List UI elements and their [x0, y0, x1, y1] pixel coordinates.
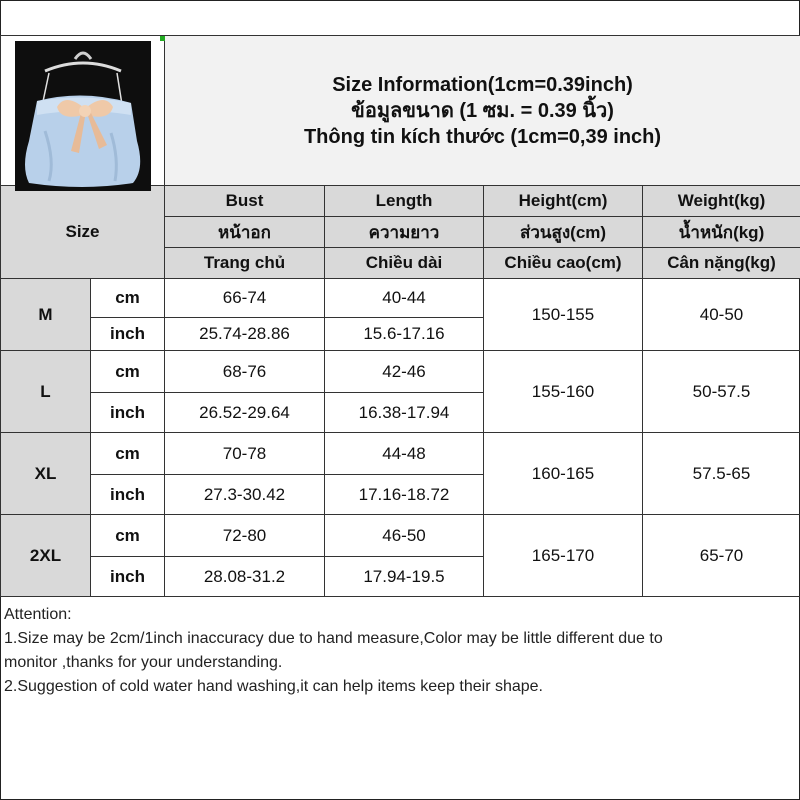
notes-line-3: 2.Suggestion of cold water hand washing,it can help items keep their shape.: [4, 678, 543, 695]
bust-inch-value: 28.08-31.2: [165, 557, 325, 597]
length-header-th: ความยาว: [325, 217, 484, 248]
length-inch-value: 16.38-17.94: [325, 393, 484, 433]
length-header-en: Length: [325, 186, 484, 217]
height-header-en: Height(cm): [484, 186, 643, 217]
length-inch-value: 17.16-18.72: [325, 475, 484, 515]
bust-header-vi: Trang chủ: [165, 248, 325, 279]
info-line-th: ข้อมูลขนาด (1 ซม. = 0.39 นิ้ว): [351, 99, 614, 122]
bust-cm-value: 68-76: [165, 351, 325, 393]
unit-inch: inch: [91, 393, 165, 433]
unit-inch: inch: [91, 475, 165, 515]
weight-value: 65-70: [643, 515, 800, 597]
bust-cm-value: 66-74: [165, 279, 325, 318]
height-value: 165-170: [484, 515, 643, 597]
blouse-photo-icon: [15, 41, 151, 191]
bust-inch-value: 27.3-30.42: [165, 475, 325, 515]
corner-marker: [160, 36, 165, 41]
size-label-l: L: [1, 351, 91, 433]
bust-inch-value: 26.52-29.64: [165, 393, 325, 433]
height-value: 150-155: [484, 279, 643, 351]
length-cm-value: 44-48: [325, 433, 484, 475]
weight-header-vi: Cân nặng(kg): [643, 248, 800, 279]
unit-cm: cm: [91, 279, 165, 318]
bust-inch-value: 25.74-28.86: [165, 318, 325, 351]
weight-header-en: Weight(kg): [643, 186, 800, 217]
size-label-m: M: [1, 279, 91, 351]
size-info-header: [165, 36, 800, 186]
notes-line-1: 1.Size may be 2cm/1inch inaccuracy due to hand measure,Color may be little different due to: [4, 630, 663, 647]
weight-value: 57.5-65: [643, 433, 800, 515]
bust-header-th: หน้าอก: [165, 217, 325, 248]
bust-cm-value: 72-80: [165, 515, 325, 557]
notes-line-2: monitor ,thanks for your understanding.: [4, 654, 283, 671]
info-line-vi: Thông tin kích thước (1cm=0,39 inch): [303, 125, 662, 148]
weight-value: 50-57.5: [643, 351, 800, 433]
bust-header-en: Bust: [165, 186, 325, 217]
notes-title: Attention:: [4, 606, 72, 623]
unit-cm: cm: [91, 351, 165, 393]
product-photo-cell: [1, 36, 165, 186]
unit-inch: inch: [91, 318, 165, 351]
bust-cm-value: 70-78: [165, 433, 325, 475]
unit-inch: inch: [91, 557, 165, 597]
unit-cm: cm: [91, 433, 165, 475]
length-header-vi: Chiều dài: [325, 248, 484, 279]
height-header-th: ส่วนสูง(cm): [484, 217, 643, 248]
unit-cm: cm: [91, 515, 165, 557]
length-inch-value: 15.6-17.16: [325, 318, 484, 351]
height-value: 160-165: [484, 433, 643, 515]
attention-notes: [4, 603, 794, 699]
length-cm-value: 42-46: [325, 351, 484, 393]
height-value: 155-160: [484, 351, 643, 433]
size-column-header: Size: [1, 186, 165, 279]
length-cm-value: 40-44: [325, 279, 484, 318]
info-line-en: Size Information(1cm=0.39inch): [332, 73, 633, 96]
height-header-vi: Chiều cao(cm): [484, 248, 643, 279]
weight-value: 40-50: [643, 279, 800, 351]
size-label-2xl: 2XL: [1, 515, 91, 597]
weight-header-th: น้ำหนัก(kg): [643, 217, 800, 248]
size-label-xl: XL: [1, 433, 91, 515]
size-chart-table: [0, 35, 800, 597]
length-cm-value: 46-50: [325, 515, 484, 557]
length-inch-value: 17.94-19.5: [325, 557, 484, 597]
